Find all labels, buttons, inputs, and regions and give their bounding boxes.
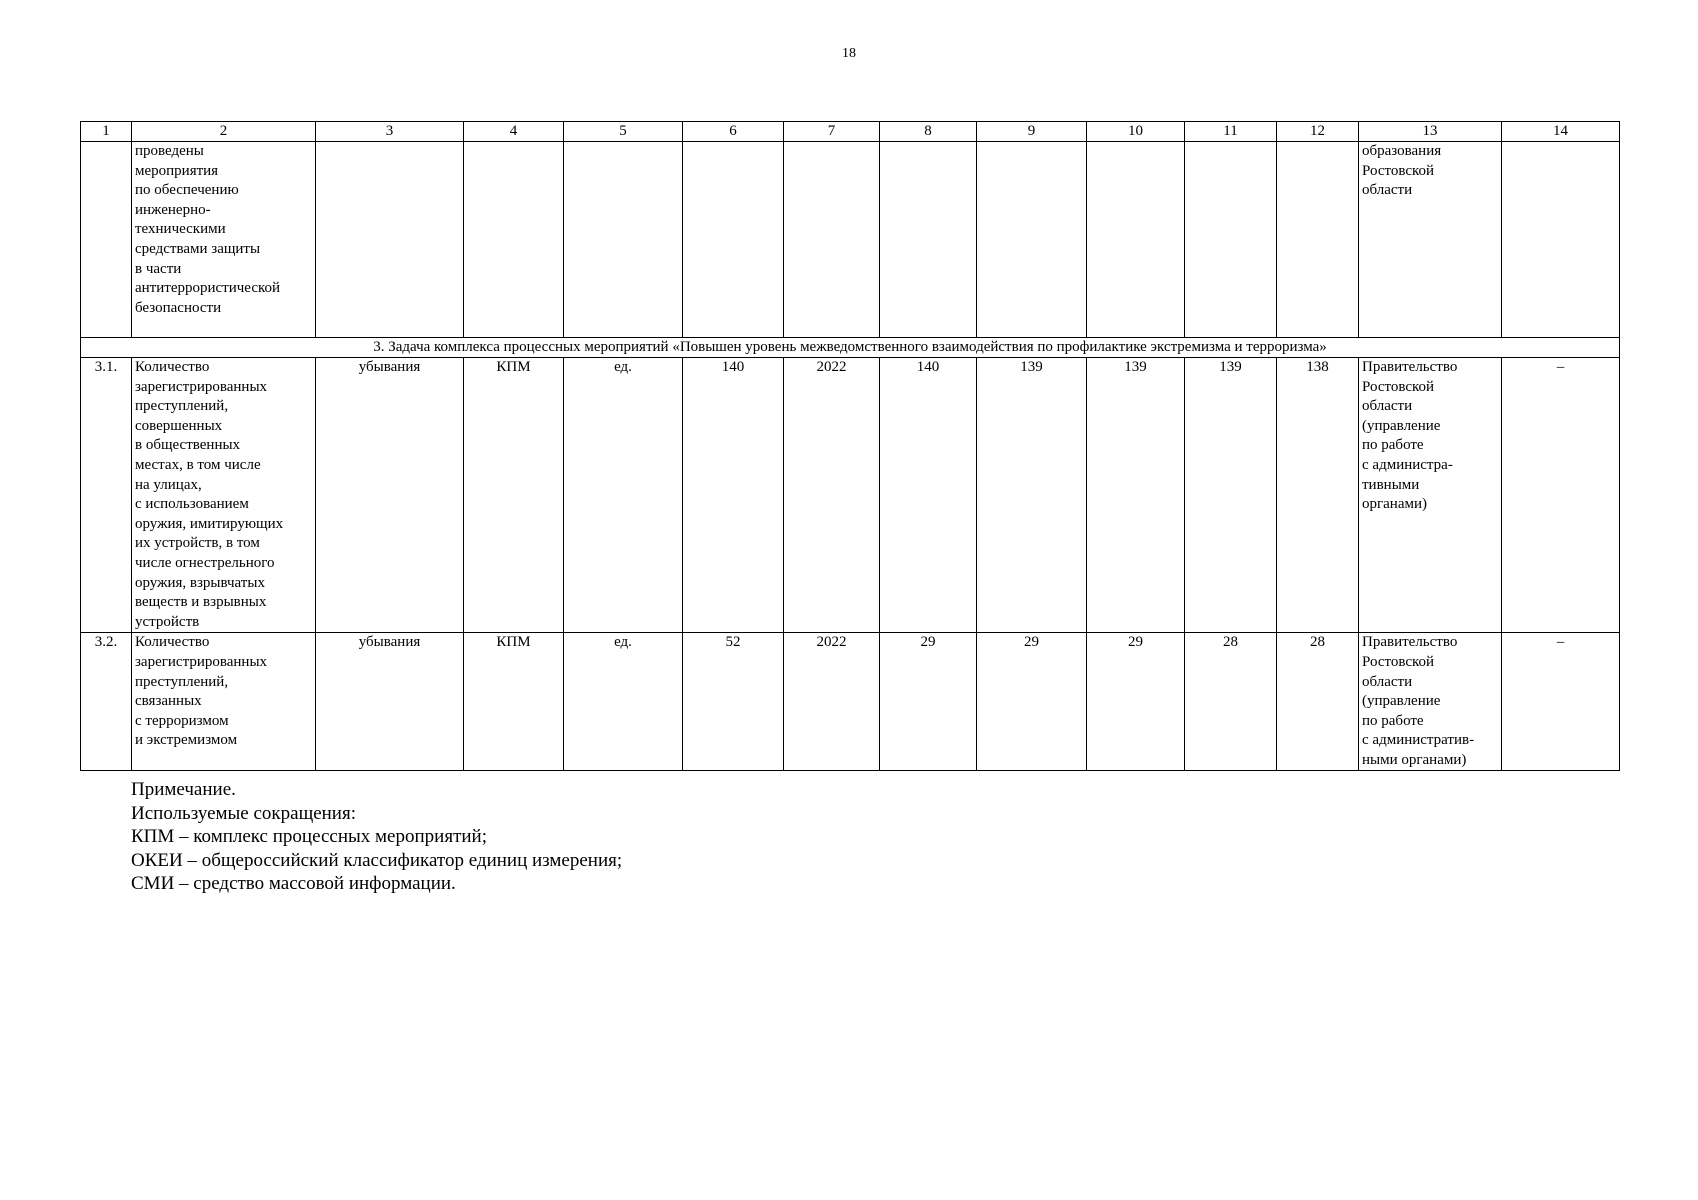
continuation-row [81,142,1620,338]
cell-trend: убывания [316,633,464,771]
cell-base-value: 52 [683,633,784,771]
table-row [81,358,1620,633]
note-block [131,778,622,896]
column-number-10: 10 [1087,122,1185,142]
cell-link: – [1502,633,1620,771]
cell-empty [1277,142,1359,338]
column-number-14: 14 [1502,122,1620,142]
column-number-2: 2 [132,122,316,142]
cell-responsible: образования Ростовской области [1359,142,1502,338]
cell-row-number: 3.1. [81,358,132,633]
cell-value-col9: 139 [977,358,1087,633]
cell-value-col11: 28 [1185,633,1277,771]
cell-empty [1185,142,1277,338]
column-number-12: 12 [1277,122,1359,142]
cell-value-col12: 28 [1277,633,1359,771]
cell-responsible: Правительство Ростовской области (управление по работе с администра- тивными органами) [1359,358,1502,633]
cell-value-col9: 29 [977,633,1087,771]
cell-level: КПМ [464,633,564,771]
task-title: 3. Задача комплекса процессных мероприятий «Повышен уровень межведомственного взаимодействия по профилактике экстремизма и терроризма» [81,338,1620,358]
task-heading-row [81,338,1620,358]
note-title: Примечание. [131,779,236,800]
column-number-8: 8 [880,122,977,142]
cell-level: КПМ [464,358,564,633]
column-number-11: 11 [1185,122,1277,142]
abbreviation-item: КПМ – комплекс процессных мероприятий; [131,826,487,847]
page-number: 18 [842,46,856,61]
cell-trend: убывания [316,358,464,633]
cell-responsible: Правительство Ростовской области (управление по работе с административ- ными органами) [1359,633,1502,771]
cell-unit: ед. [564,358,683,633]
column-number-1: 1 [81,122,132,142]
cell-empty [880,142,977,338]
cell-empty [683,142,784,338]
cell-link: – [1502,358,1620,633]
indicators-table [80,121,1620,771]
cell-empty [1087,142,1185,338]
cell-unit: ед. [564,633,683,771]
note-subtitle: Используемые сокращения: [131,802,356,824]
cell-value-col8: 140 [880,358,977,633]
cell-value-col10: 139 [1087,358,1185,633]
cell-base-value: 140 [683,358,784,633]
column-number-5: 5 [564,122,683,142]
column-number-7: 7 [784,122,880,142]
cell-value-col11: 139 [1185,358,1277,633]
cell-base-year: 2022 [784,633,880,771]
cell-base-year: 2022 [784,358,880,633]
cell-num [81,142,132,338]
cell-indicator-name: Количество зарегистрированных преступлений, совершенных в общественных местах, в том числе на улицах, с использованием оружия, имитирующих их устройств, в том числе огнестрельного оружия, взрывчатых веществ и взрывных устройств [132,358,316,633]
column-number-4: 4 [464,122,564,142]
table-header-row [81,122,1620,142]
cell-empty [977,142,1087,338]
column-number-13: 13 [1359,122,1502,142]
column-number-3: 3 [316,122,464,142]
cell-value-col8: 29 [880,633,977,771]
column-number-6: 6 [683,122,784,142]
cell-empty [784,142,880,338]
abbreviation-item: СМИ – средство массовой информации. [131,873,456,894]
cell-value-col12: 138 [1277,358,1359,633]
cell-empty [564,142,683,338]
cell-indicator-name: Количество зарегистрированных преступлений, связанных с терроризмом и экстремизмом [132,633,316,771]
cell-empty [464,142,564,338]
cell-empty [316,142,464,338]
cell-value-col10: 29 [1087,633,1185,771]
cell-row-number: 3.2. [81,633,132,771]
table-row [81,633,1620,771]
column-number-9: 9 [977,122,1087,142]
cell-indicator-name: проведены мероприятия по обеспечению инженерно- техническими средствами защиты в части антитеррористической безопасности [132,142,316,338]
abbreviation-item: ОКЕИ – общероссийский классификатор единиц измерения; [131,849,623,871]
cell-empty [1502,142,1620,338]
